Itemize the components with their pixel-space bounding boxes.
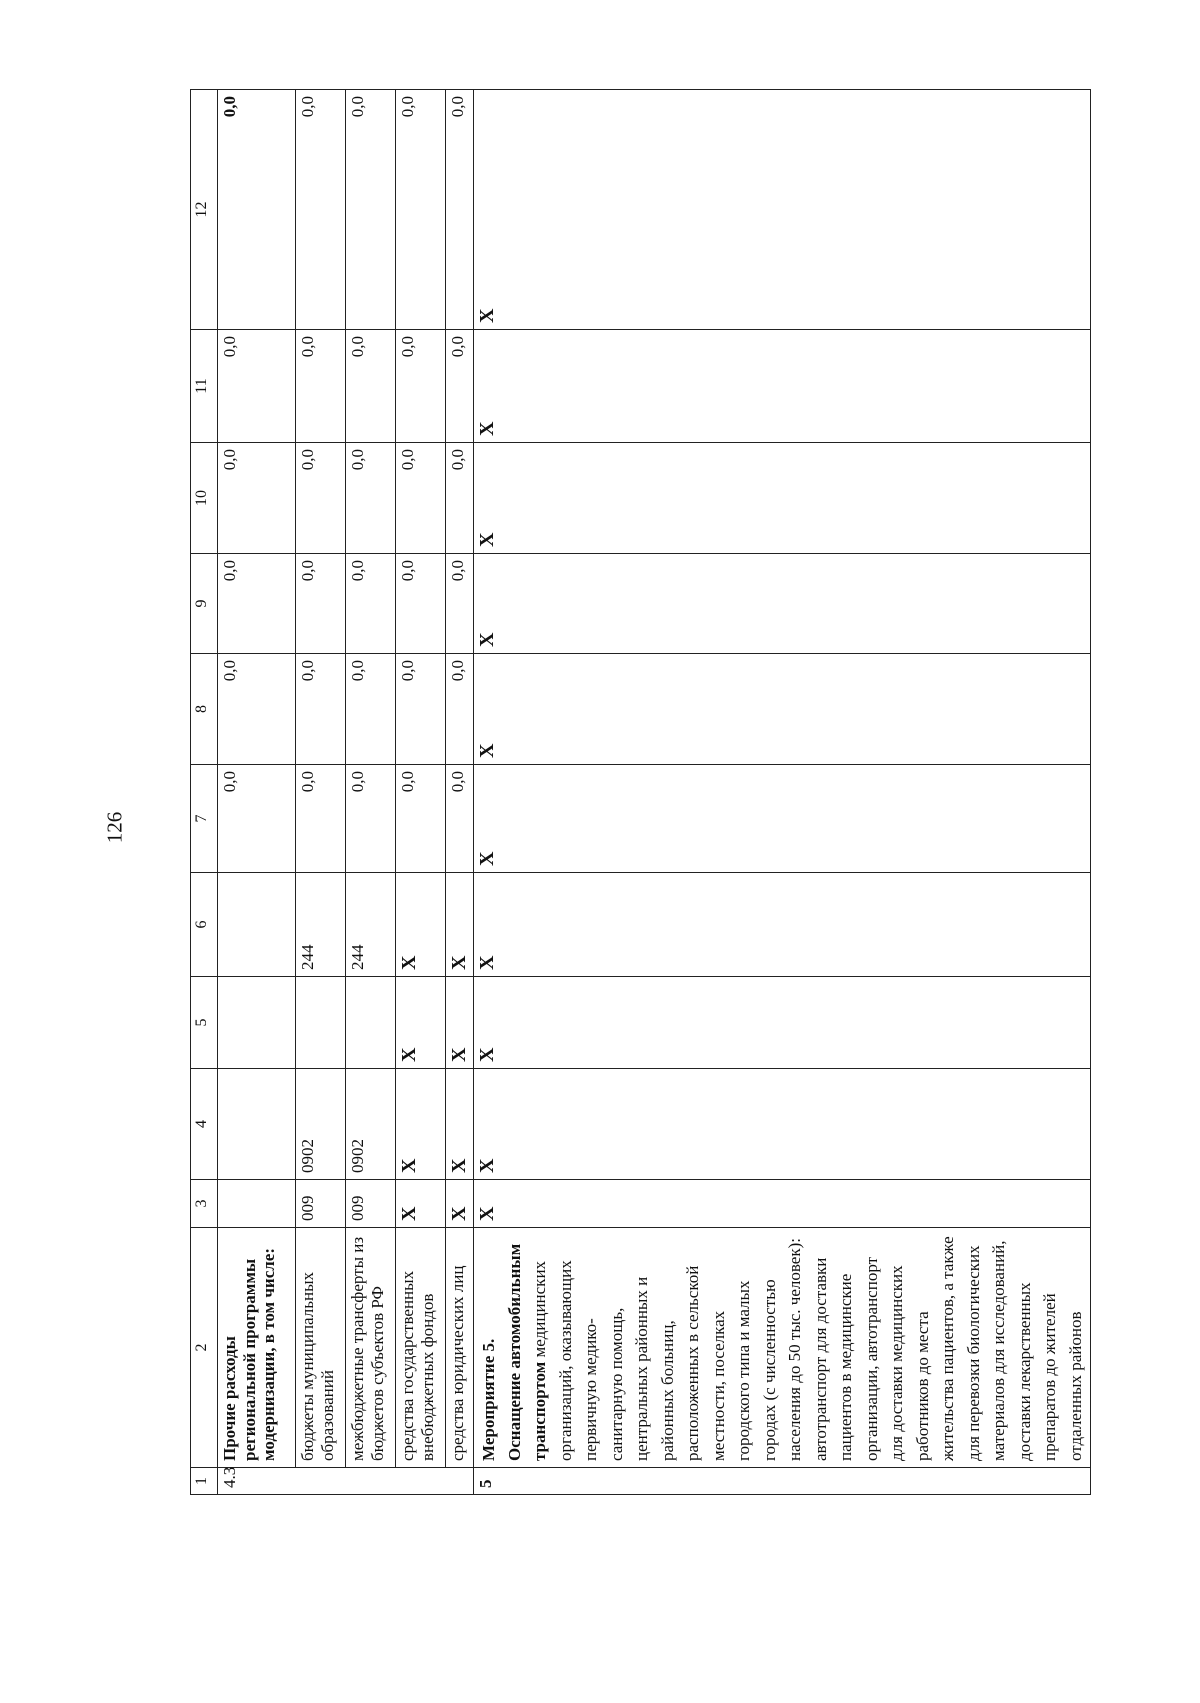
- row-label: межбюджетные трансферты из бюджетов субъектов РФ: [346, 1228, 396, 1468]
- measure-description: медицинских организаций, оказывающих первичную медико-санитарную помощь, центральных районных и районных больниц, расположенных в сельской местности, поселках городского типа и малых городах (с численностью населения до 50 тыс. человек): автотранспорт для доставки пациентов в медицинские организации, автотранспорт для доставки медицинских работников до места жительства пациентов, а также для перевозки биологических материалов для исследований, доставки лекарственных препаратов до жителей отдаленных районов: [530, 1236, 1085, 1461]
- cell: 0902: [296, 1069, 346, 1180]
- header-row: [191, 90, 218, 1495]
- header-cell: 4: [191, 1069, 218, 1180]
- table-row: [396, 90, 446, 1495]
- value-cell: 0,0: [396, 654, 446, 765]
- cell: [346, 977, 396, 1069]
- header-cell: 3: [191, 1180, 218, 1228]
- cell: [218, 1069, 296, 1180]
- value-cell: 0,0: [218, 554, 296, 654]
- cell: 244: [296, 873, 346, 977]
- value-cell: 0,0: [218, 654, 296, 765]
- value-cell: 0,0: [396, 554, 446, 654]
- cell: Х: [474, 330, 1091, 443]
- cell: 009: [346, 1180, 396, 1228]
- value-cell: 0,0: [296, 330, 346, 443]
- header-cell: 2: [191, 1228, 218, 1468]
- cell: Х: [396, 977, 446, 1069]
- value-cell: 0,0: [446, 765, 474, 873]
- row-label: бюджеты муниципальных образований: [296, 1228, 346, 1468]
- cell: Х: [474, 90, 1091, 330]
- row-label: Прочие расходы региональной программы модернизации, в том числе:: [218, 1228, 296, 1468]
- cell: [218, 873, 296, 977]
- row-label: средства юридических лиц: [446, 1228, 474, 1468]
- table-row: [218, 90, 296, 1495]
- header-cell: 7: [191, 765, 218, 873]
- cell: Х: [446, 1180, 474, 1228]
- header-cell: 1: [191, 1468, 218, 1495]
- cell: Х: [474, 1180, 1091, 1228]
- value-cell: 0,0: [346, 443, 396, 554]
- cell: Х: [474, 977, 1091, 1069]
- value-cell: 0,0: [396, 765, 446, 873]
- cell: 009: [296, 1180, 346, 1228]
- value-cell: 0,0: [218, 90, 296, 330]
- cell: 244: [346, 873, 396, 977]
- cell: Х: [446, 1069, 474, 1180]
- value-cell: 0,0: [296, 654, 346, 765]
- header-cell: 11: [191, 330, 218, 443]
- budget-table: [190, 89, 1091, 1495]
- row-label: [474, 1228, 1091, 1468]
- value-cell: 0,0: [218, 765, 296, 873]
- table-row: [296, 90, 346, 1495]
- value-cell: 0,0: [346, 765, 396, 873]
- measure-title: Мероприятие 5.: [479, 1338, 498, 1461]
- table-row: [346, 90, 396, 1495]
- value-cell: 0,0: [446, 330, 474, 443]
- cell: Х: [474, 1069, 1091, 1180]
- cell: [218, 1180, 296, 1228]
- page-number: 126: [102, 811, 127, 844]
- value-cell: 0,0: [346, 90, 396, 330]
- cell: Х: [474, 765, 1091, 873]
- value-cell: 0,0: [296, 554, 346, 654]
- header-cell: 10: [191, 443, 218, 554]
- cell: Х: [474, 654, 1091, 765]
- value-cell: 0,0: [296, 765, 346, 873]
- value-cell: 0,0: [218, 443, 296, 554]
- header-cell: 8: [191, 654, 218, 765]
- row-number: 5: [474, 1468, 1091, 1495]
- cell: Х: [446, 873, 474, 977]
- cell: 0902: [346, 1069, 396, 1180]
- cell: Х: [474, 554, 1091, 654]
- value-cell: 0,0: [396, 443, 446, 554]
- rotated-table-wrapper: [190, 90, 1085, 1495]
- value-cell: 0,0: [396, 90, 446, 330]
- value-cell: 0,0: [296, 90, 346, 330]
- value-cell: 0,0: [446, 90, 474, 330]
- value-cell: 0,0: [296, 443, 346, 554]
- cell: Х: [396, 1069, 446, 1180]
- measure-bold-text: Оснащение автомобильным транспортом: [504, 1243, 549, 1461]
- cell: [218, 977, 296, 1069]
- header-cell: 6: [191, 873, 218, 977]
- value-cell: 0,0: [446, 554, 474, 654]
- row-number: 4.3: [218, 1468, 474, 1495]
- cell: Х: [474, 443, 1091, 554]
- cell: Х: [396, 1180, 446, 1228]
- value-cell: 0,0: [446, 443, 474, 554]
- value-cell: 0,0: [346, 330, 396, 443]
- cell: [296, 977, 346, 1069]
- header-cell: 12: [191, 90, 218, 330]
- value-cell: 0,0: [446, 654, 474, 765]
- cell: Х: [474, 873, 1091, 977]
- header-cell: 9: [191, 554, 218, 654]
- cell: Х: [396, 873, 446, 977]
- value-cell: 0,0: [396, 330, 446, 443]
- value-cell: 0,0: [218, 330, 296, 443]
- value-cell: 0,0: [346, 554, 396, 654]
- row-label: средства государственных внебюджетных фондов: [396, 1228, 446, 1468]
- header-cell: 5: [191, 977, 218, 1069]
- table-row: [474, 90, 1091, 1495]
- cell: Х: [446, 977, 474, 1069]
- value-cell: 0,0: [346, 654, 396, 765]
- table-row: [446, 90, 474, 1495]
